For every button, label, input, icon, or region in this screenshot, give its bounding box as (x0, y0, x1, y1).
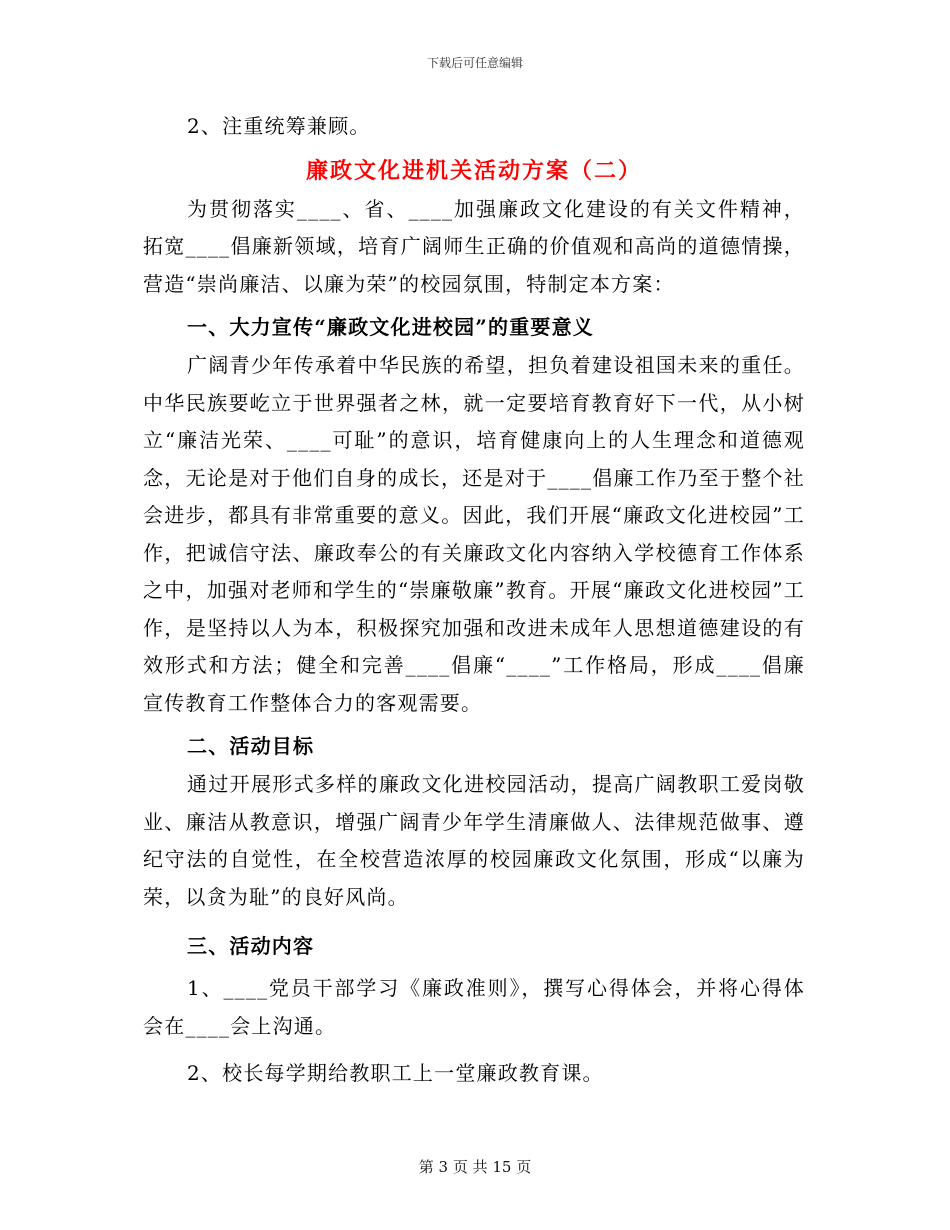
page-number: 第 3 页 共 15 页 (418, 1158, 532, 1176)
section-paragraph-2: 通过开展形式多样的廉政文化进校园活动，提高广阔教职工爱岗敬业、廉洁从教意识，增强广阔青少年学生清廉做人、法律规范做事、遵纪守法的自觉性，在全校营造浓厚的校园廉政文化氛围，形成“以廉为荣，以贪为耻”的良好风尚。 (143, 772, 805, 909)
content-item-1: 1、____党员干部学习《廉政准则》，撰写心得体会，并将心得体会在____会上沟通。 (143, 976, 805, 1038)
content-item-2: 2、校长每学期给教职工上一堂廉政教育课。 (187, 1061, 604, 1085)
section-heading-3: 三、活动内容 (187, 934, 315, 958)
document-title: 廉政文化进机关活动方案（二） (305, 157, 642, 184)
section-heading-2: 二、活动目标 (187, 734, 315, 758)
section-heading-1: 一、大力宣传“廉政文化进校园”的重要意义 (187, 315, 595, 339)
section-paragraph-1: 广阔青少年传承着中华民族的希望，担负着建设祖国未来的重任。中华民族要屹立于世界强者之林，就一定要培育教育好下一代，从小树立“廉洁光荣、____可耻”的意识，培育健康向上的人生理念和道德观念，无论是对于他们自身的成长，还是对于____倡廉工作乃至于整个社会进步，都具有非常重要的意义。因此，我们开展“廉政文化进校园”工作，把诚信守法、廉政奉公的有关廉政文化内容纳入学校德育工作体系之中，加强对老师和学生的“崇廉敬廉”教育。开展“廉政文化进校园”工作，是坚持以人为本，积极探究加强和改进未成年人思想道德建设的有效形式和方法；健全和完善____倡廉“____”工作格局，形成____倡廉宣传教育工作整体合力的客观需要。 (143, 353, 805, 715)
header-note: 下载后可任意编辑 (426, 56, 523, 70)
previous-list-item: 2、注重统筹兼顾。 (187, 114, 371, 138)
document-body (143, 108, 805, 1093)
intro-paragraph: 为贯彻落实____、省、____加强廉政文化建设的有关文件精神，拓宽____倡廉新领域，培育广阔师生正确的价值观和高尚的道德情操，营造“崇尚廉洁、以廉为荣”的校园氛围，特制定本方案： (143, 196, 805, 296)
